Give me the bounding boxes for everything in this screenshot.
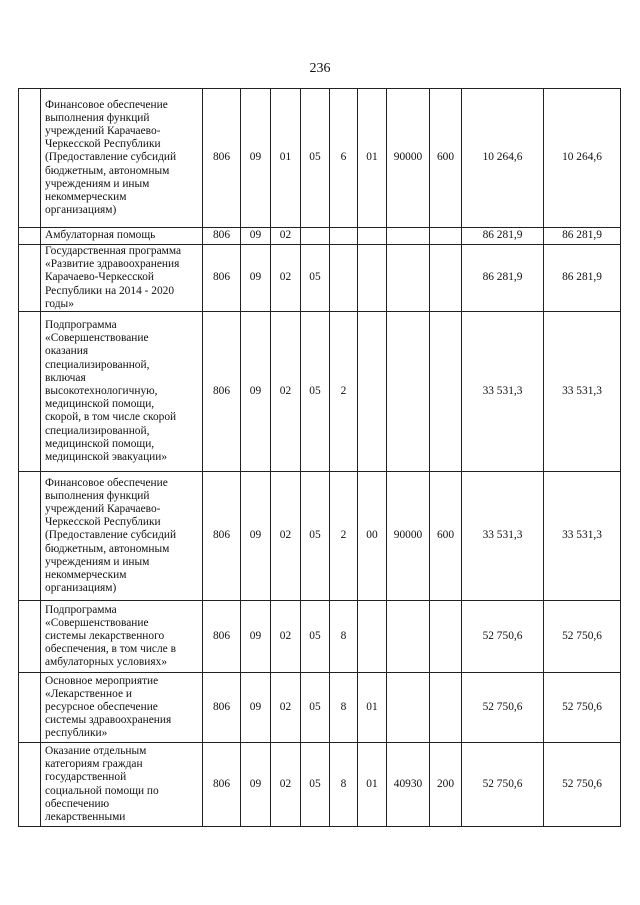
row-description (41, 743, 203, 827)
ministry-code: 806 (203, 673, 241, 743)
amount-2016: 33 531,3 (544, 312, 621, 472)
ministry-code: 806 (203, 89, 241, 228)
description-line: ресурсное обеспечение (45, 700, 158, 713)
activity-code: 01 (358, 89, 387, 228)
blank-cell (19, 673, 41, 743)
amount-2015: 33 531,3 (462, 312, 544, 472)
description-line: годы» (45, 297, 74, 310)
section-code: 09 (241, 743, 271, 827)
description-line: «Развитие здравоохранения (45, 258, 180, 271)
table-row (19, 312, 621, 472)
expense-type-code: 200 (430, 743, 462, 827)
row-description (41, 245, 203, 312)
description-line: Финансовое обеспечение (45, 476, 168, 489)
description-line: республики» (45, 727, 108, 740)
description-line: «Лекарственное и (45, 687, 132, 700)
subsection-code: 02 (271, 228, 301, 245)
description-line: некоммерческим (45, 569, 127, 582)
description-line: Оказание отдельным (45, 744, 147, 757)
section-code: 09 (241, 245, 271, 312)
amount-2016: 86 281,9 (544, 228, 621, 245)
section-code: 09 (241, 312, 271, 472)
table-row (19, 228, 621, 245)
description-line: категориям граждан (45, 758, 143, 771)
description-line: организациям) (45, 582, 117, 595)
row-description (41, 228, 203, 245)
amount-2016: 86 281,9 (544, 245, 621, 312)
amount-2015: 52 750,6 (462, 601, 544, 673)
description-line: лекарственными (45, 810, 126, 823)
subprogram-code (330, 228, 358, 245)
description-line: выполнения функций (45, 111, 150, 124)
program-code: 05 (301, 89, 330, 228)
table-row (19, 673, 621, 743)
description-line: учреждениям и иным (45, 177, 150, 190)
description-line: обеспечению (45, 797, 110, 810)
description-line: Амбулаторная помощь (45, 229, 156, 242)
description-line: скорой, в том числе скорой (45, 411, 177, 424)
activity-code (358, 228, 387, 245)
subsection-code: 02 (271, 673, 301, 743)
ministry-code: 806 (203, 601, 241, 673)
direction-code: 40930 (387, 743, 430, 827)
description-line: некоммерческим (45, 191, 127, 203)
table-row (19, 743, 621, 827)
program-code: 05 (301, 601, 330, 673)
expense-type-code (430, 228, 462, 245)
description-line: медицинской помощи, (45, 437, 155, 450)
description-line: организациям) (45, 204, 117, 217)
amount-2016: 52 750,6 (544, 743, 621, 827)
amount-2015: 10 264,6 (462, 89, 544, 228)
description-line: Черкесской Республики (45, 138, 161, 151)
row-description (41, 312, 203, 472)
blank-cell (19, 312, 41, 472)
description-line: Республики на 2014 - 2020 (45, 284, 175, 297)
subprogram-code: 6 (330, 89, 358, 228)
expense-type-code: 600 (430, 472, 462, 601)
expense-type-code (430, 245, 462, 312)
subsection-code: 02 (271, 312, 301, 472)
table-row (19, 472, 621, 601)
description-line: учреждений Карачаево- (45, 503, 161, 515)
subsection-code: 01 (271, 89, 301, 228)
expense-type-code (430, 601, 462, 673)
section-code: 09 (241, 89, 271, 228)
table-body (19, 89, 621, 827)
subprogram-code: 8 (330, 743, 358, 827)
amount-2015: 33 531,3 (462, 472, 544, 601)
description-line: высокотехнологичную, (45, 384, 158, 397)
section-code: 09 (241, 673, 271, 743)
direction-code (387, 673, 430, 743)
description-line: амбулаторных условиях» (45, 656, 168, 669)
subprogram-code: 8 (330, 601, 358, 673)
description-line: выполнения функций (45, 489, 150, 502)
description-line: «Совершенствование (45, 332, 149, 345)
description-line: оказания (45, 345, 89, 358)
subsection-code: 02 (271, 601, 301, 673)
amount-2015: 86 281,9 (462, 228, 544, 245)
activity-code: 01 (358, 743, 387, 827)
row-description (41, 673, 203, 743)
row-description (41, 601, 203, 673)
program-code: 05 (301, 472, 330, 601)
ministry-code: 806 (203, 312, 241, 472)
direction-code (387, 312, 430, 472)
section-code: 09 (241, 472, 271, 601)
description-line: медицинской эвакуации» (45, 450, 168, 463)
program-code: 05 (301, 743, 330, 827)
program-code: 05 (301, 312, 330, 472)
direction-code (387, 228, 430, 245)
direction-code: 90000 (387, 472, 430, 601)
description-line: специализированной, (45, 358, 150, 371)
subprogram-code (330, 245, 358, 312)
description-line: системы лекарственного (45, 629, 165, 642)
ministry-code: 806 (203, 228, 241, 245)
amount-2016: 33 531,3 (544, 472, 621, 601)
subsection-code: 02 (271, 743, 301, 827)
amount-2015: 86 281,9 (462, 245, 544, 312)
description-line: (Предоставление субсидий (45, 151, 177, 164)
expense-type-code (430, 673, 462, 743)
description-line: Подпрограмма (45, 603, 117, 616)
activity-code (358, 312, 387, 472)
description-line: Черкесской Республики (45, 516, 161, 529)
activity-code (358, 245, 387, 312)
direction-code (387, 245, 430, 312)
section-code: 09 (241, 601, 271, 673)
description-line: Основное мероприятие (45, 674, 159, 687)
activity-code: 01 (358, 673, 387, 743)
direction-code (387, 601, 430, 673)
amount-2015: 52 750,6 (462, 673, 544, 743)
blank-cell (19, 601, 41, 673)
activity-code: 00 (358, 472, 387, 601)
subprogram-code: 2 (330, 312, 358, 472)
description-line: медицинской помощи, (45, 398, 155, 411)
ministry-code: 806 (203, 743, 241, 827)
subsection-code: 02 (271, 472, 301, 601)
ministry-code: 806 (203, 472, 241, 601)
blank-cell (19, 743, 41, 827)
blank-cell (19, 89, 41, 228)
description-line: системы здравоохранения (45, 714, 172, 727)
amount-2015: 52 750,6 (462, 743, 544, 827)
row-description (41, 472, 203, 601)
description-line: бюджетным, автономным (45, 542, 170, 555)
blank-cell (19, 245, 41, 312)
row-description (41, 89, 203, 228)
expense-type-code: 600 (430, 89, 462, 228)
description-line: Финансовое обеспечение (45, 98, 168, 111)
page-number: 236 (309, 61, 331, 76)
description-line: «Совершенствование (45, 616, 149, 629)
program-code: 05 (301, 673, 330, 743)
description-line: учреждениям и иным (45, 555, 150, 568)
table-row (19, 245, 621, 312)
description-line: обеспечения, в том числе в (45, 643, 176, 656)
subprogram-code: 8 (330, 673, 358, 743)
description-line: (Предоставление субсидий (45, 529, 177, 542)
description-line: бюджетным, автономным (45, 164, 170, 177)
description-line: включая (45, 371, 86, 384)
table-row (19, 89, 621, 228)
description-line: Подпрограмма (45, 318, 117, 331)
blank-cell (19, 228, 41, 245)
program-code: 05 (301, 245, 330, 312)
description-line: государственной (45, 771, 127, 784)
subsection-code: 02 (271, 245, 301, 312)
description-line: учреждений Карачаево- (45, 124, 161, 137)
budget-table (18, 88, 621, 827)
blank-cell (19, 472, 41, 601)
amount-2016: 52 750,6 (544, 601, 621, 673)
table-row (19, 601, 621, 673)
amount-2016: 10 264,6 (544, 89, 621, 228)
subprogram-code: 2 (330, 472, 358, 601)
program-code (301, 228, 330, 245)
expense-type-code (430, 312, 462, 472)
activity-code (358, 601, 387, 673)
description-line: Государственная программа (45, 245, 182, 257)
description-line: социальной помощи по (45, 784, 159, 797)
direction-code: 90000 (387, 89, 430, 228)
ministry-code: 806 (203, 245, 241, 312)
description-line: Карачаево-Черкесской (45, 271, 155, 284)
section-code: 09 (241, 228, 271, 245)
description-line: специализированной, (45, 424, 150, 437)
amount-2016: 52 750,6 (544, 673, 621, 743)
